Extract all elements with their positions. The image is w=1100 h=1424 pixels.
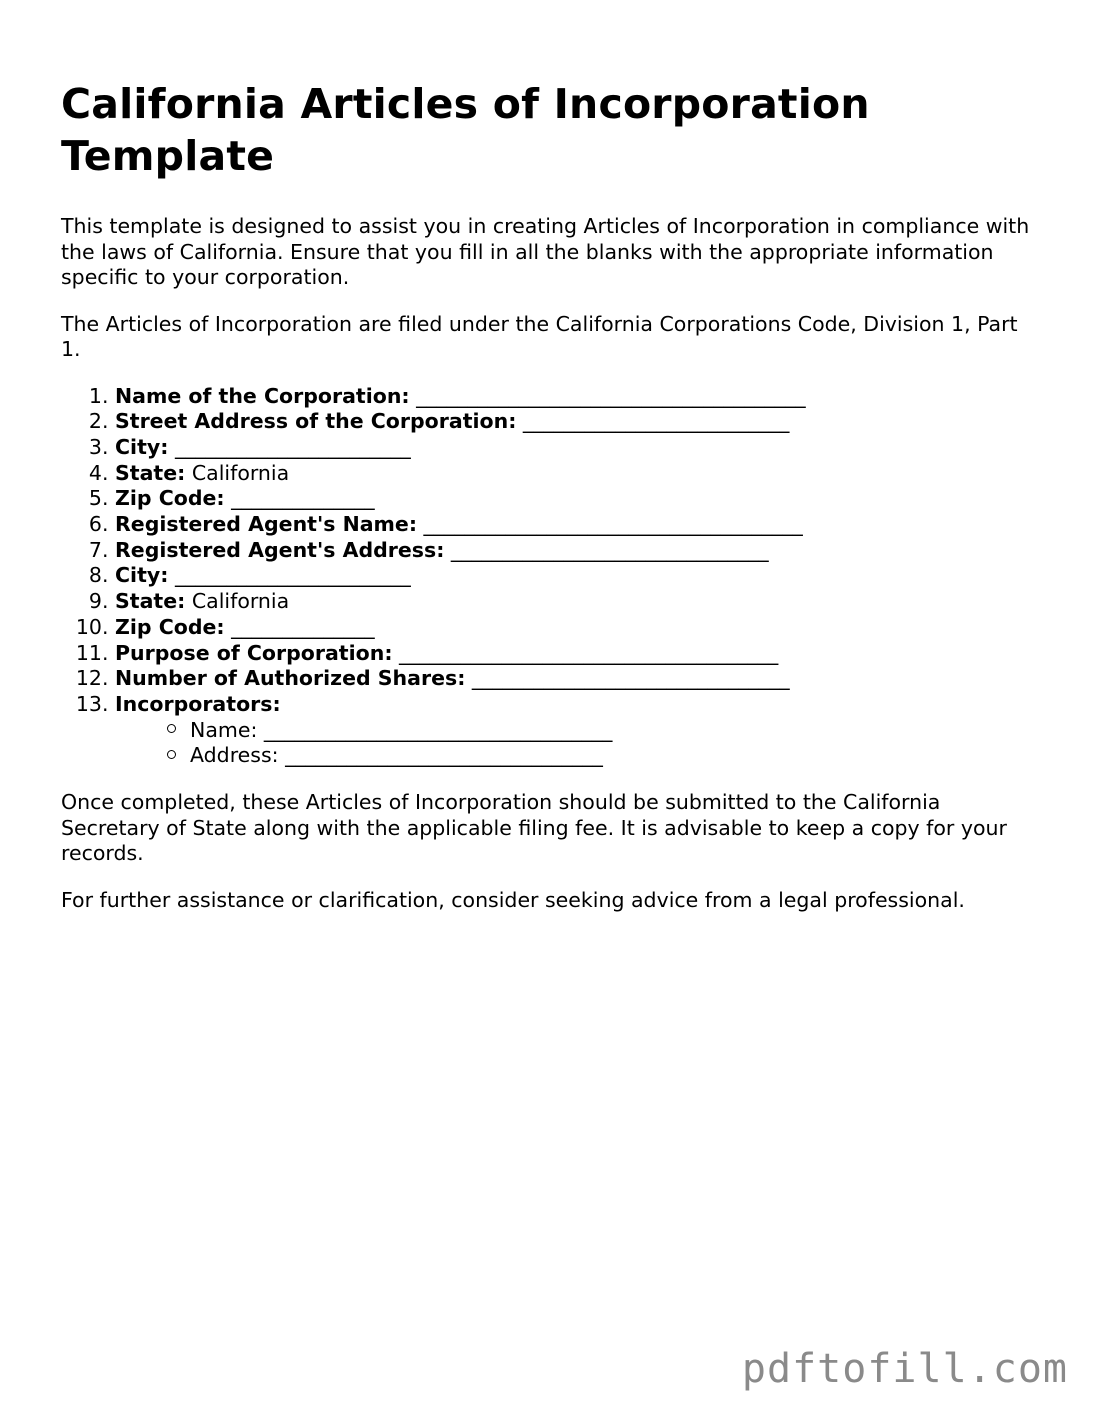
field-label: City: <box>115 434 169 459</box>
field-blank: _____________________________________ <box>392 640 779 665</box>
field-item-city <box>115 435 1041 461</box>
field-item-agent-zip-code <box>115 615 1041 641</box>
closing-paragraph: Once completed, these Articles of Incorporation should be submitted to the California Secretary of State along with the applicable filing fee. It is advisable to keep a copy for your records. <box>61 790 1007 866</box>
field-label: Registered Agent's Name: <box>115 512 418 537</box>
field-item-agent-name <box>115 512 1041 538</box>
field-label: Street Address of the Corporation: <box>115 409 517 434</box>
fields-list <box>61 384 1041 770</box>
circle-bullet-icon <box>167 724 176 733</box>
field-blank: ______________ <box>224 614 375 639</box>
field-blank: ______________________________________ <box>409 383 806 408</box>
document-page <box>61 78 1041 934</box>
field-label: State: <box>115 589 186 614</box>
field-label: Zip Code: <box>115 486 225 511</box>
incorporators-list <box>115 718 1041 769</box>
field-blank: _______________________________ <box>465 666 790 691</box>
field-item-agent-address <box>115 538 1041 564</box>
watermark: pdftofill.com <box>741 1346 1068 1392</box>
field-item-street-address <box>115 409 1041 435</box>
circle-bullet-icon <box>167 750 176 759</box>
field-label: Zip Code: <box>115 614 225 639</box>
field-blank: _______________________________ <box>444 537 769 562</box>
field-blank: __________________________ <box>516 409 790 434</box>
field-blank: ______________ <box>224 486 375 511</box>
field-blank: _______________________ <box>168 563 411 588</box>
incorporator-name-text: Name: __________________________________ <box>190 717 613 742</box>
field-label: Name of the Corporation: <box>115 383 410 408</box>
incorporator-address-text: Address: _______________________________ <box>190 743 603 768</box>
field-item-agent-city <box>115 563 1041 589</box>
field-value: California <box>185 589 290 614</box>
filed-under-paragraph: The Articles of Incorporation are filed under the California Corporations Code, Division 1, Part 1. <box>61 311 1018 361</box>
field-blank: _______________________ <box>168 434 411 459</box>
field-item-zip-code <box>115 486 1041 512</box>
field-item-authorized-shares <box>115 666 1041 692</box>
advice-paragraph: For further assistance or clarification, consider seeking advice from a legal professional. <box>61 887 965 912</box>
field-item-agent-state <box>115 589 1041 615</box>
field-blank: _____________________________________ <box>417 512 803 537</box>
field-label: City: <box>115 563 169 588</box>
field-item-purpose <box>115 641 1041 667</box>
field-label: Number of Authorized Shares: <box>115 666 466 691</box>
field-label: Purpose of Corporation: <box>115 640 393 665</box>
field-label: State: <box>115 460 186 485</box>
incorporator-name-item <box>167 718 1041 744</box>
field-label: Incorporators: <box>115 691 281 716</box>
document-title: California Articles of Incorporation Template <box>61 80 870 180</box>
intro-paragraph: This template is designed to assist you in creating Articles of Incorporation in compliance with the laws of California. Ensure that you fill in all the blanks with the appropriate information specific to your corporation. <box>61 214 1030 289</box>
field-item-corporation-name <box>115 384 1041 410</box>
incorporator-address-item <box>167 743 1041 769</box>
field-item-state <box>115 461 1041 487</box>
field-item-incorporators <box>115 692 1041 769</box>
field-value: California <box>185 460 290 485</box>
field-label: Registered Agent's Address: <box>115 537 445 562</box>
